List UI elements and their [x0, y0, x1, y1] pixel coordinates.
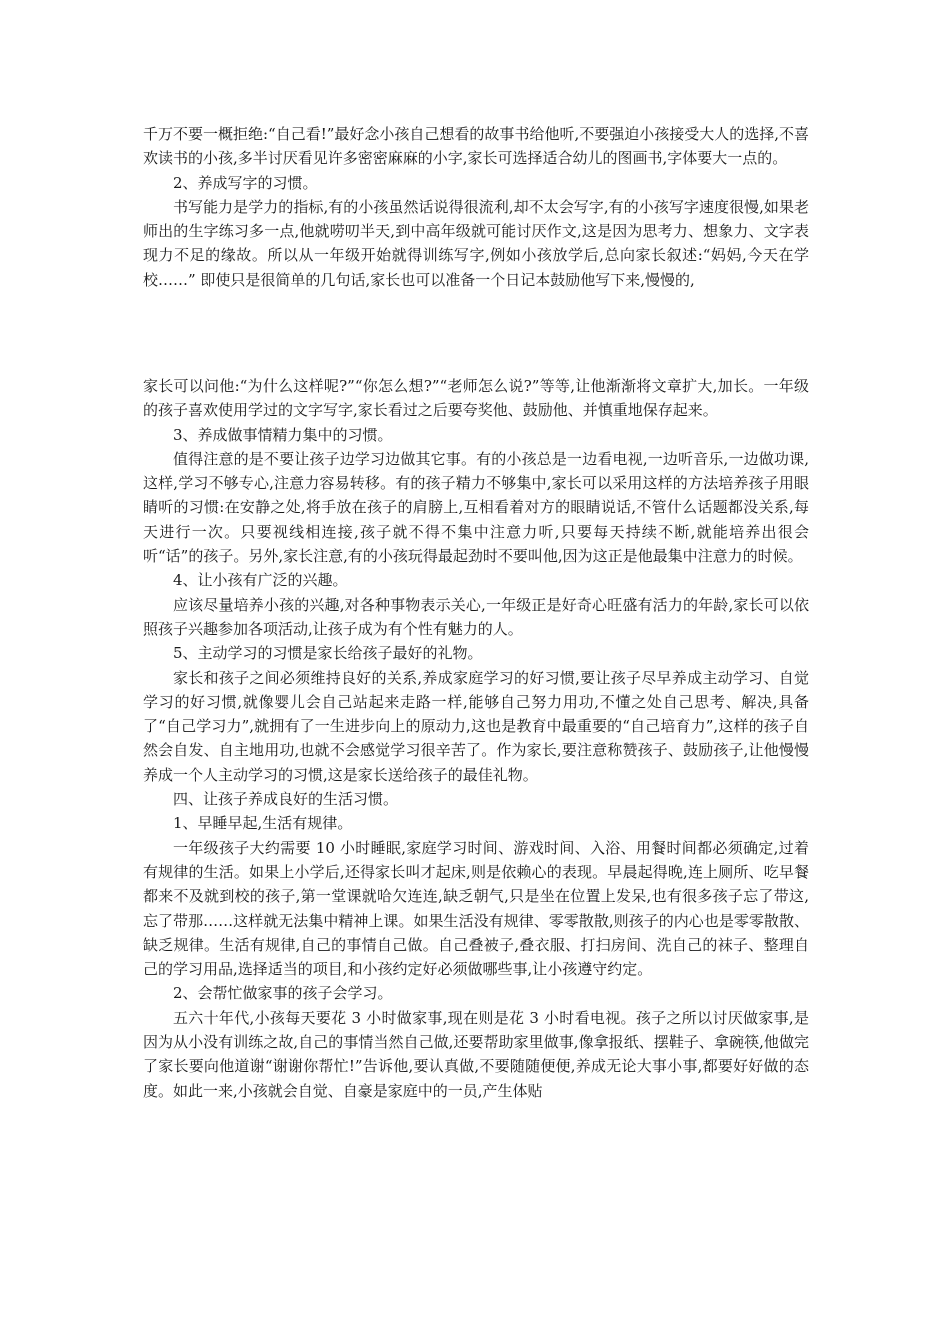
paragraph: 书写能力是学力的指标,有的小孩虽然话说得很流利,却不太会写字,有的小孩写字速度很慢,如果老师出的生字练习多一点,他就唠叨半天,到中高年级就可能讨厌作文,这是因为思考力、想象力、文字表现力不足的缘故。所以从一年级开始就得训练写字,例如小孩放学后,总向家长叙述:“妈妈,今天在学校……” 即使只是很简单的几句话,家长也可以准备一个日记本鼓励他写下来,慢慢的,	[143, 197, 809, 289]
text-block-main	[143, 374, 809, 1103]
paragraph: 一年级孩子大约需要 10 小时睡眠,家庭学习时间、游戏时间、入浴、用餐时间都必须确定,过着有规律的生活。如果上小学后,还得家长叫才起床,则是依赖心的表现。早晨起得晚,连上厕所、吃早餐都来不及就到校的孩子,第一堂课就哈欠连连,缺乏朝气,只是坐在位置上发呆,也有很多孩子忘了带这,忘了带那……这样就无法集中精神上课。如果生活没有规律、零零散散,则孩子的内心也是零零散散、缺乏规律。生活有规律,自己的事情自己做。自己叠被子,叠衣服、打扫房间、洗自己的袜子、整理自己的学习用品,选择适当的项目,和小孩约定好必须做哪些事,让小孩遵守约定。	[143, 838, 809, 979]
text-block-top	[143, 122, 809, 292]
paragraph: 五六十年代,小孩每天要花 3 小时做家事,现在则是花 3 小时看电视。孩子之所以讨厌做家事,是因为从小没有训练之故,自己的事情当然自己做,还要帮助家里做事,像拿报纸、摆鞋子、拿碗筷,他做完了家长要向他道谢“谢谢你帮忙!”告诉他,要认真做,不要随随便便,养成无论大事小事,都要好好做的态度。如此一来,小孩就会自觉、自豪是家庭中的一员,产生体贴	[143, 1008, 809, 1100]
section-heading: 5、主动学习的习惯是家长给孩子最好的礼物。	[173, 644, 483, 663]
section-heading: 4、让小孩有广泛的兴趣。	[173, 571, 348, 590]
section-heading: 2、会帮忙做家事的孩子会学习。	[173, 984, 393, 1003]
paragraph: 家长可以问他:“为什么这样呢?”“你怎么想?”“老师怎么说?”等等,让他渐渐将文章扩大,加长。一年级的孩子喜欢使用学过的文字写字,家长看过之后要夸奖他、鼓励他、并慎重地保存起来。	[143, 377, 809, 420]
paragraph: 家长和孩子之间必须维持良好的关系,养成家庭学习的好习惯,要让孩子尽早养成主动学习、自觉学习的好习惯,就像婴儿会自己站起来走路一样,能够自己努力用功,不懂之处自己思考、解决,具备了“自己学习力”,就拥有了一生进步向上的原动力,这也是教育中最重要的“自己培育力”,这样的孩子自然会自发、自主地用功,也就不会感觉学习很辛苦了。作为家长,要注意称赞孩子、鼓励孩子,让他慢慢养成一个人主动学习的习惯,这是家长送给孩子的最佳礼物。	[143, 668, 809, 784]
paragraph: 值得注意的是不要让孩子边学习边做其它事。有的小孩总是一边看电视,一边听音乐,一边做功课,这样,学习不够专心,注意力容易转移。有的孩子精力不够集中,家长可以采用这样的方法培养孩子用眼睛听的习惯:在安静之处,将手放在孩子的肩膀上,互相看着对方的眼睛说话,不管什么话题都没关系,每天进行一次。只要视线相连接,孩子就不得不集中注意力听,只要每天持续不断,就能培养出很会听“话”的孩子。另外,家长注意,有的小孩玩得最起劲时不要叫他,因为这正是他最集中注意力的时候。	[143, 449, 809, 566]
section-heading: 3、养成做事情精力集中的习惯。	[173, 425, 393, 444]
paragraph: 应该尽量培养小孩的兴趣,对各种事物表示关心,一年级正是好奇心旺盛有活力的年龄,家长可以依照孩子兴趣参加各项活动,让孩子成为有个性有魅力的人。	[143, 595, 809, 638]
chapter-heading: 四、让孩子养成良好的生活习惯。	[173, 790, 399, 809]
paragraph: 千万不要一概拒绝:“自己看!”最好念小孩自己想看的故事书给他听,不要强迫小孩接受大人的选择,不喜欢读书的小孩,多半讨厌看见许多密密麻麻的小字,家长可选择适合幼儿的图画书,字体要大一点的。	[143, 125, 809, 168]
section-heading: 1、早睡早起,生活有规律。	[173, 814, 353, 833]
section-heading: 2、养成写字的习惯。	[173, 173, 318, 192]
